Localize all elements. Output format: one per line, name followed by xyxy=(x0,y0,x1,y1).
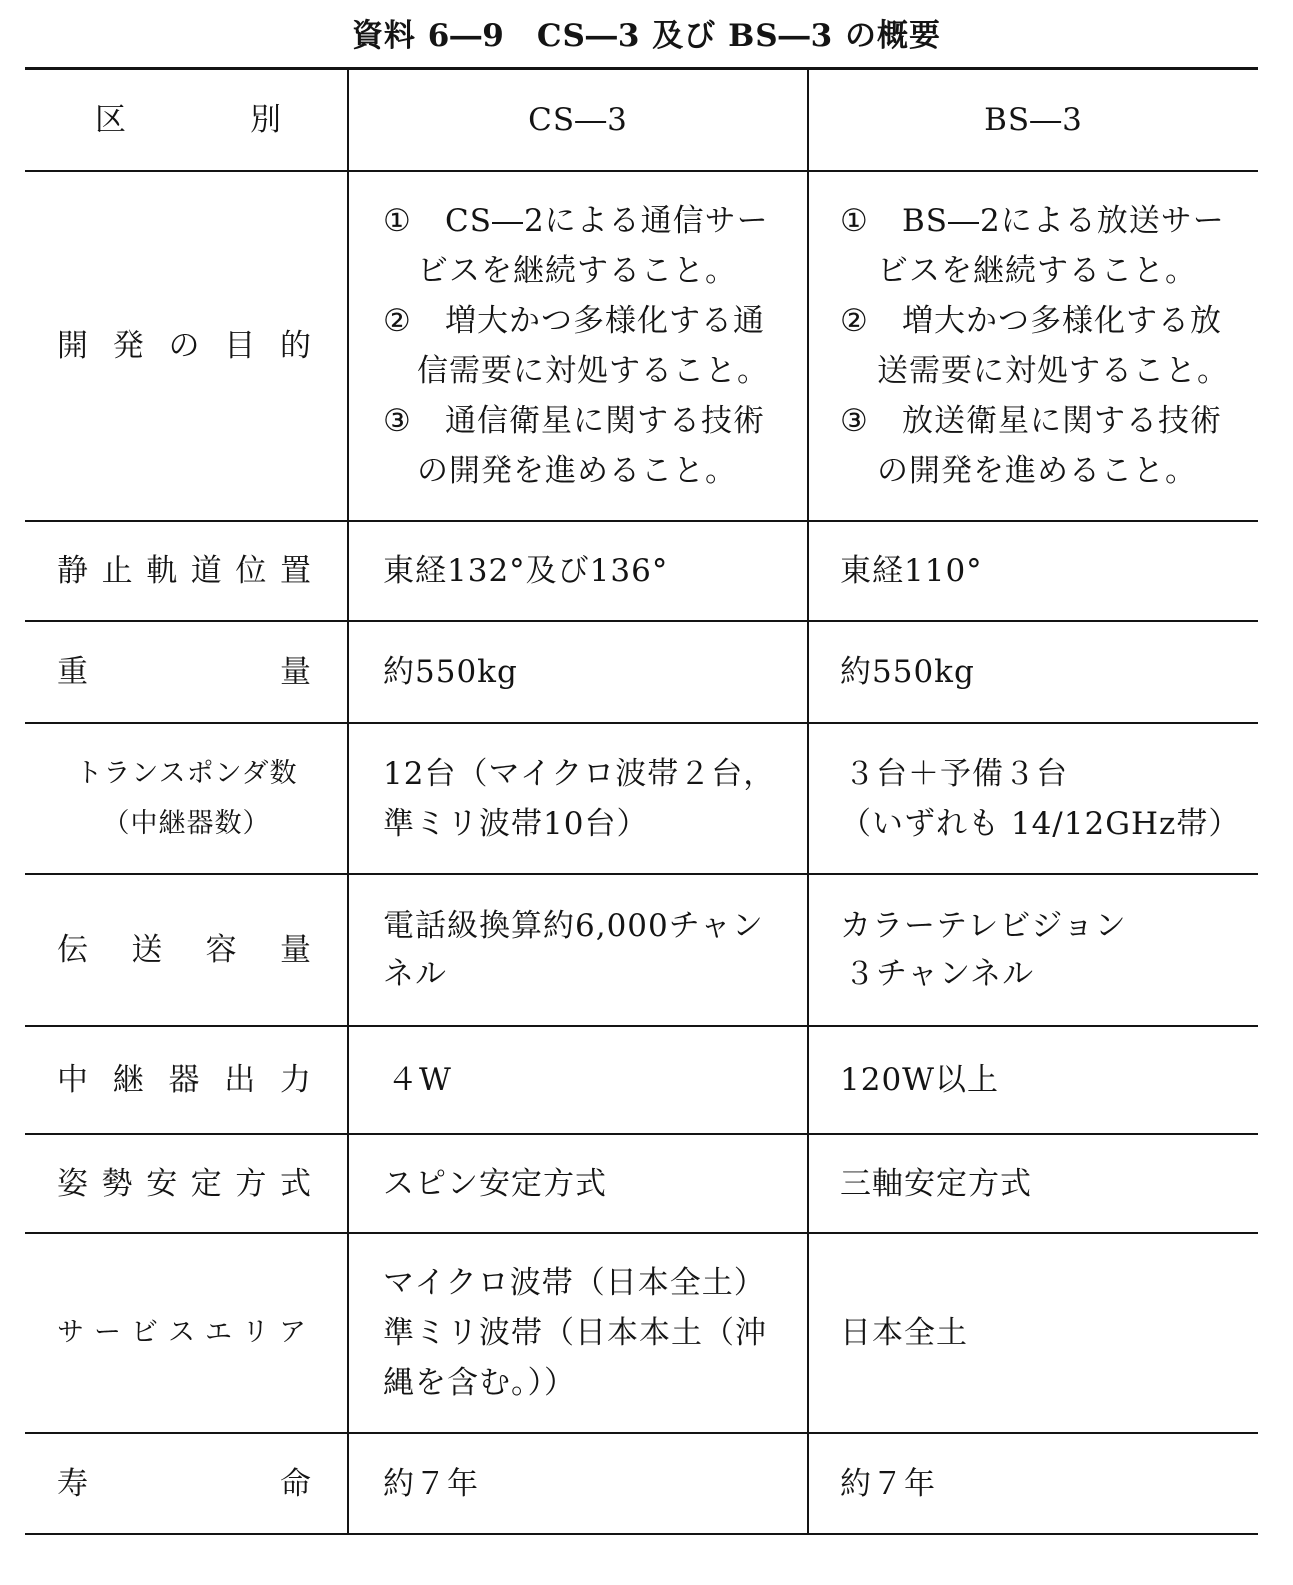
table-header-row xyxy=(25,67,1258,170)
column-divider xyxy=(347,67,349,1535)
cs3-value-cell xyxy=(349,1135,807,1232)
cell-text: ３チャンネル xyxy=(844,956,1035,992)
table-row-weight xyxy=(25,620,1258,722)
table-row-orbital-position xyxy=(25,520,1258,620)
item-text-line: 信需要に対処すること。 xyxy=(417,353,769,389)
item-text-line: 放送衛星に関する技術 xyxy=(902,403,1222,439)
header-category-cell xyxy=(25,70,348,170)
bs3-value-cell xyxy=(809,1027,1258,1133)
cell-text: マイクロ波帯（日本全土） xyxy=(383,1265,766,1301)
row-label: 伝送容量 xyxy=(57,932,312,968)
cell-text: 準ミリ波帯（日本本土（沖 xyxy=(383,1315,767,1351)
item-text-line: ビスを継続すること。 xyxy=(877,253,1197,289)
header-category-label: 区別 xyxy=(95,102,282,138)
cell-text: 約７年 xyxy=(840,1465,936,1502)
row-label-cell xyxy=(25,1434,348,1533)
cell-text: ３台＋予備３台 xyxy=(844,755,1068,792)
table-row-capacity xyxy=(25,873,1258,1025)
row-label-sub: （中継器数） xyxy=(102,807,271,839)
cell-text: カラーテレビジョン xyxy=(840,908,1127,944)
cs3-value-cell xyxy=(349,875,807,1025)
row-label-cell xyxy=(25,522,348,620)
row-label: 開発の目的 xyxy=(57,328,312,364)
header-bs3-label: BS―3 xyxy=(984,102,1083,138)
cell-text: 東経110° xyxy=(840,553,983,589)
cs3-value-cell xyxy=(349,1234,807,1432)
row-label: 重量 xyxy=(57,654,312,690)
satellite-comparison-table xyxy=(25,67,1258,1535)
bs3-purpose-cell xyxy=(809,172,1258,520)
bs3-value-cell xyxy=(809,875,1258,1025)
row-label-cell xyxy=(25,622,348,722)
list-item xyxy=(840,396,1258,496)
row-label-cell xyxy=(25,172,348,520)
bs3-value-cell xyxy=(809,622,1258,722)
bs3-value-cell xyxy=(809,1135,1258,1232)
cell-text: 東経132°及び136° xyxy=(383,553,669,589)
cs3-value-cell xyxy=(349,1027,807,1133)
item-text-line: CS―2による通信サー xyxy=(445,203,769,239)
cell-text: スピン安定方式 xyxy=(383,1165,607,1202)
row-label: サービスエリア xyxy=(57,1317,307,1348)
list-item xyxy=(383,196,807,296)
row-label: 中継器出力 xyxy=(57,1062,312,1098)
item-number: ② xyxy=(840,303,868,339)
row-label: トランスポンダ数 xyxy=(75,757,298,789)
table-row-purpose xyxy=(25,170,1258,520)
cell-text: 電話級換算約6,000チャン xyxy=(383,908,764,944)
cell-text: 120W以上 xyxy=(840,1062,1000,1098)
item-text-line: BS―2による放送サー xyxy=(902,203,1225,239)
list-item xyxy=(383,296,807,396)
bs3-value-cell xyxy=(809,522,1258,620)
cell-text: 約550kg xyxy=(383,654,518,690)
row-label-cell xyxy=(25,1135,348,1232)
item-number: ① xyxy=(383,203,411,239)
header-cs3-label: CS―3 xyxy=(528,102,628,138)
bs3-value-cell xyxy=(809,1234,1258,1432)
item-text-line: 通信衛星に関する技術 xyxy=(445,403,765,439)
item-number: ③ xyxy=(840,403,868,439)
bs3-value-cell xyxy=(809,1434,1258,1533)
cs3-value-cell xyxy=(349,1434,807,1533)
table-row-lifetime xyxy=(25,1432,1258,1535)
item-text-line: 増大かつ多様化する放 xyxy=(902,303,1222,339)
page-title: 資料 6―9 CS―3 及び BS―3 の概要 xyxy=(351,18,942,54)
item-number: ② xyxy=(383,303,411,339)
cell-text: 約550kg xyxy=(840,654,975,690)
cell-text: ４W xyxy=(387,1062,452,1098)
cell-text: 三軸安定方式 xyxy=(840,1165,1032,1202)
item-text-line: 増大かつ多様化する通 xyxy=(445,303,765,339)
row-label-cell xyxy=(25,724,348,873)
row-label: 静止軌道位置 xyxy=(57,553,312,589)
list-item xyxy=(840,196,1258,296)
row-label: 姿勢安定方式 xyxy=(57,1165,312,1202)
cs3-value-cell xyxy=(349,522,807,620)
cell-text: 準ミリ波帯10台） xyxy=(383,805,649,842)
list-item xyxy=(383,396,807,496)
table-row-attitude-control xyxy=(25,1133,1258,1232)
header-cs3-cell xyxy=(349,70,807,170)
row-label: 寿命 xyxy=(57,1465,312,1502)
row-label-cell xyxy=(25,1234,348,1432)
row-label-cell xyxy=(25,1027,348,1133)
cell-text: 約７年 xyxy=(383,1465,479,1502)
cs3-purpose-cell xyxy=(349,172,807,520)
cell-text: ネル xyxy=(383,956,447,992)
item-text-line: の開発を進めること。 xyxy=(877,453,1197,489)
header-bs3-cell xyxy=(809,70,1258,170)
list-item xyxy=(840,296,1258,396)
bs3-value-cell xyxy=(809,724,1258,873)
cell-text: 12台（マイクロ波帯２台， xyxy=(383,755,776,792)
item-number: ① xyxy=(840,203,868,239)
row-label-cell xyxy=(25,875,348,1025)
table-row-output xyxy=(25,1025,1258,1133)
cell-text: 縄を含む。）） xyxy=(383,1365,576,1401)
cell-text: 日本全土 xyxy=(840,1315,968,1351)
item-text-line: の開発を進めること。 xyxy=(417,453,737,489)
item-text-line: ビスを継続すること。 xyxy=(417,253,737,289)
cell-text: （いずれも 14/12GHz帯） xyxy=(840,805,1241,842)
cs3-value-cell xyxy=(349,622,807,722)
item-number: ③ xyxy=(383,403,411,439)
item-text-line: 送需要に対処すること。 xyxy=(877,353,1229,389)
column-divider xyxy=(807,67,809,1535)
table-row-service-area xyxy=(25,1232,1258,1432)
table-row-transponders xyxy=(25,722,1258,873)
cs3-value-cell xyxy=(349,724,807,873)
